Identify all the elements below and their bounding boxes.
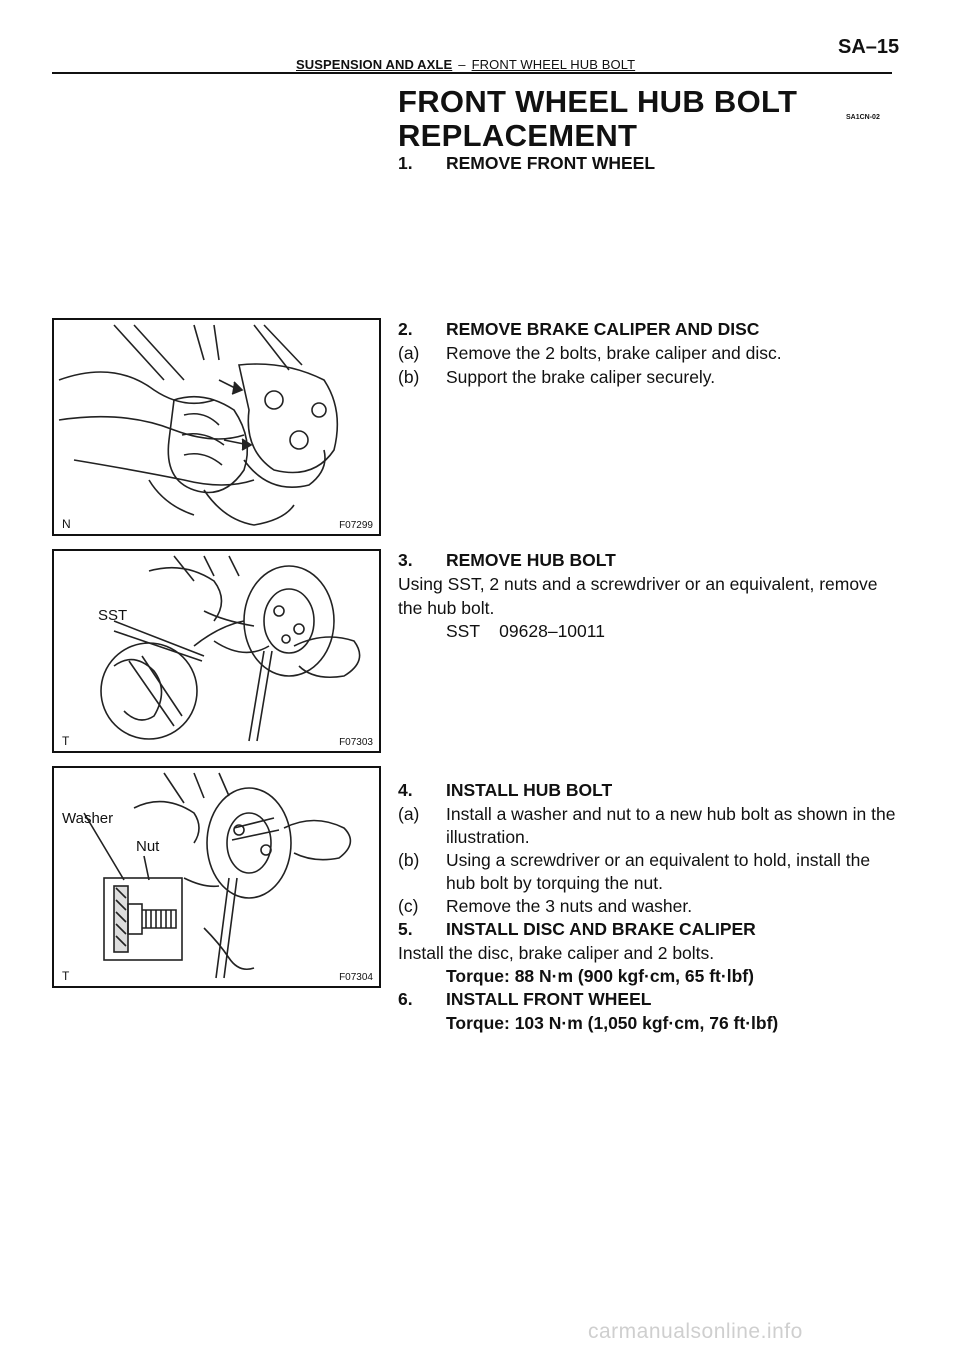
figure-remove-hub-bolt	[52, 549, 381, 753]
figure-code: F07304	[339, 972, 373, 983]
substep-marker: (c)	[398, 896, 419, 916]
substep-text: Support the brake caliper securely.	[446, 367, 716, 387]
step-heading: INSTALL FRONT WHEEL	[446, 989, 652, 1009]
substep-marker: (a)	[398, 343, 420, 363]
step-2a	[398, 342, 782, 365]
step-1	[398, 152, 655, 175]
substep-text: Remove the 3 nuts and washer.	[446, 896, 693, 916]
step-4a	[398, 803, 895, 826]
hub-bolt-removal-illustration	[54, 551, 379, 751]
subsection-title: FRONT WHEEL HUB BOLT	[471, 57, 636, 72]
substep-marker: (a)	[398, 804, 420, 824]
step-5-body: Install the disc, brake caliper and 2 bolts.	[398, 943, 715, 963]
step-heading: REMOVE BRAKE CALIPER AND DISC	[446, 319, 760, 339]
page-number: SA–15	[838, 36, 900, 58]
step-number: 4.	[398, 780, 413, 800]
step-4b	[398, 849, 870, 872]
hub-bolt-install-illustration	[54, 768, 379, 986]
step-number: 6.	[398, 989, 413, 1009]
watermark: carmanualsonline.info	[588, 1320, 803, 1343]
page-title-line1: FRONT WHEEL HUB BOLT	[398, 84, 798, 119]
document-code: SA1CN-02	[846, 114, 880, 121]
step-2b	[398, 366, 715, 389]
step-3-body-line2: the hub bolt.	[398, 598, 495, 618]
step-heading: INSTALL DISC AND BRAKE CALIPER	[446, 919, 756, 939]
substep-marker: (b)	[398, 367, 420, 387]
torque-spec-caliper: Torque: 88 N·m (900 kgf·cm, 65 ft·lbf)	[446, 966, 754, 986]
page-title-line2: REPLACEMENT	[398, 118, 638, 153]
header-rule	[52, 72, 892, 74]
step-5	[398, 918, 756, 941]
step-number: 1.	[398, 153, 413, 173]
figure-code: F07303	[339, 737, 373, 748]
substep-text: Remove the 2 bolts, brake caliper and disc.	[446, 343, 782, 363]
step-number: 5.	[398, 919, 413, 939]
step-6	[398, 988, 651, 1011]
step-heading: REMOVE FRONT WHEEL	[446, 153, 656, 173]
step-4a-continued: illustration.	[446, 827, 530, 847]
torque-spec-wheel: Torque: 103 N·m (1,050 kgf·cm, 76 ft·lbf)	[446, 1013, 779, 1033]
label-nut: Nut	[136, 838, 160, 855]
figure-corner-mark: N	[62, 517, 71, 531]
figure-install-hub-bolt	[52, 766, 381, 988]
substep-marker: (b)	[398, 850, 420, 870]
caliper-illustration	[54, 320, 379, 534]
step-heading: REMOVE HUB BOLT	[446, 550, 616, 570]
running-head	[296, 57, 635, 72]
step-2	[398, 318, 759, 341]
step-4c	[398, 895, 692, 918]
figure-brake-caliper	[52, 318, 381, 536]
step-heading: INSTALL HUB BOLT	[446, 780, 613, 800]
step-4	[398, 779, 612, 802]
section-title: SUSPENSION AND AXLE	[296, 57, 453, 72]
step-number: 2.	[398, 319, 413, 339]
header-separator: –	[458, 57, 466, 72]
figure-code: F07299	[339, 520, 373, 531]
step-4b-continued: hub bolt by torquing the nut.	[446, 873, 663, 893]
substep-text: Using a screwdriver or an equivalent to hold, install the	[446, 850, 871, 870]
sst-number: SST 09628–10011	[446, 621, 605, 641]
label-sst: SST	[98, 607, 128, 624]
substep-text: Install a washer and nut to a new hub bolt as shown in the	[446, 804, 896, 824]
step-number: 3.	[398, 550, 413, 570]
step-3-body-line1: Using SST, 2 nuts and a screwdriver or an equivalent, remove	[398, 574, 878, 594]
figure-corner-mark: T	[62, 969, 70, 983]
step-3	[398, 549, 616, 572]
label-washer: Washer	[62, 810, 114, 827]
figure-corner-mark: T	[62, 734, 70, 748]
